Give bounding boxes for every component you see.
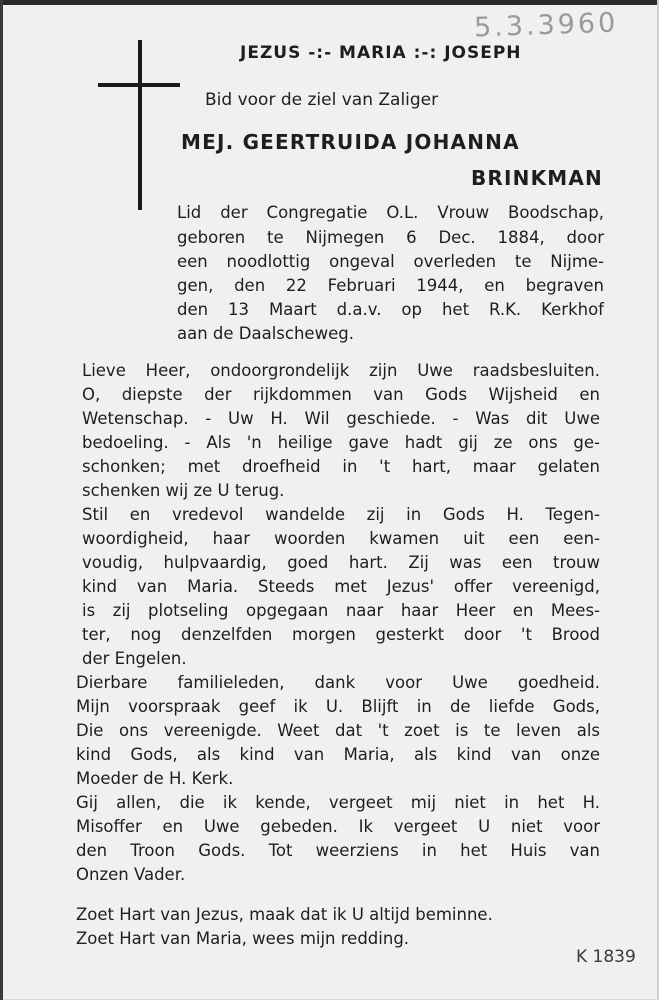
closing-line: Zoet Hart van Jezus, maak dat ik U altijd beminne. [76,905,493,924]
scan-border-left [0,0,3,1000]
memorial-line: kind Gods, als kind van Maria, als kind van onze [76,745,600,764]
deceased-name-line-1: MEJ. GEERTRUIDA JOHANNA [181,130,520,154]
memorial-line: Dierbare familieleden, dank voor Uwe goedheid. [76,673,600,692]
biography-line: gen, den 22 Februari 1944, en begraven [177,276,604,295]
biography-line: een noodlottig ongeval overleden te Nijme- [177,252,604,271]
biography-line: den 13 Maart d.a.v. op het R.K. Kerkhof [177,300,604,319]
handwritten-archive-number: 5.3.3960 [473,7,619,44]
memorial-line: Moeder de H. Kerk. [76,769,234,788]
biography-line: geboren te Nijmegen 6 Dec. 1884, door [177,228,604,247]
scan-border-top [0,0,659,5]
biography-line: aan de Daalscheweg. [177,324,354,343]
memorial-line: is zij plotseling opgegaan naar haar Heer en Mees- [82,601,600,620]
memorial-line: ter, nog denzelfden morgen gesterkt door 't Brood [82,625,600,644]
memorial-line: schonken; met droefheid in 't hart, maar gelaten [82,457,600,476]
memorial-line: den Troon Gods. Tot weerziens in het Huis van [76,841,600,860]
memorial-line: woordigheid, haar woorden kwamen uit een een- [82,529,600,548]
cross-horizontal-bar [98,83,180,87]
cross-vertical-bar [138,40,142,210]
memorial-line: Misoffer en Uwe gebeden. Ik vergeet U niet voor [76,817,600,836]
deceased-name-line-2: BRINKMAN [470,166,603,190]
prayer-request: Bid voor de ziel van Zaliger [205,90,439,110]
memorial-line: O, diepste der rijkdommen van Gods Wijsheid en [82,385,600,404]
holy-names-heading: JEZUS -:- MARIA :-: JOSEPH [240,43,522,63]
memorial-line: der Engelen. [82,649,187,668]
memorial-line: Die ons vereenigde. Weet dat 't zoet is te leven als [76,721,600,740]
catalog-number: K 1839 [576,947,636,967]
memorial-line: bedoeling. - Als 'n heilige gave hadt gij ze ons ge- [82,433,600,452]
biography-line: Lid der Congregatie O.L. Vrouw Boodschap, [177,203,604,222]
memorial-line: Stil en vredevol wandelde zij in Gods H. Tegen- [82,505,600,524]
memorial-line: voudig, hulpvaardig, goed hart. Zij was een trouw [82,553,600,572]
memorial-line: schenken wij ze U terug. [82,481,285,500]
memorial-line: kind van Maria. Steeds met Jezus' offer vereenigd, [82,577,600,596]
memorial-line: Gij allen, die ik kende, vergeet mij niet in het H. [76,793,600,812]
memorial-line: Onzen Vader. [76,865,186,884]
memorial-line: Mijn voorspraak geef ik U. Blijft in de liefde Gods, [76,697,600,716]
closing-line: Zoet Hart van Maria, wees mijn redding. [76,929,410,948]
memorial-line: Wetenschap. - Uw H. Wil geschiede. - Was dit Uwe [82,409,600,428]
memorial-line: Lieve Heer, ondoorgrondelijk zijn Uwe raadsbesluiten. [82,361,600,380]
